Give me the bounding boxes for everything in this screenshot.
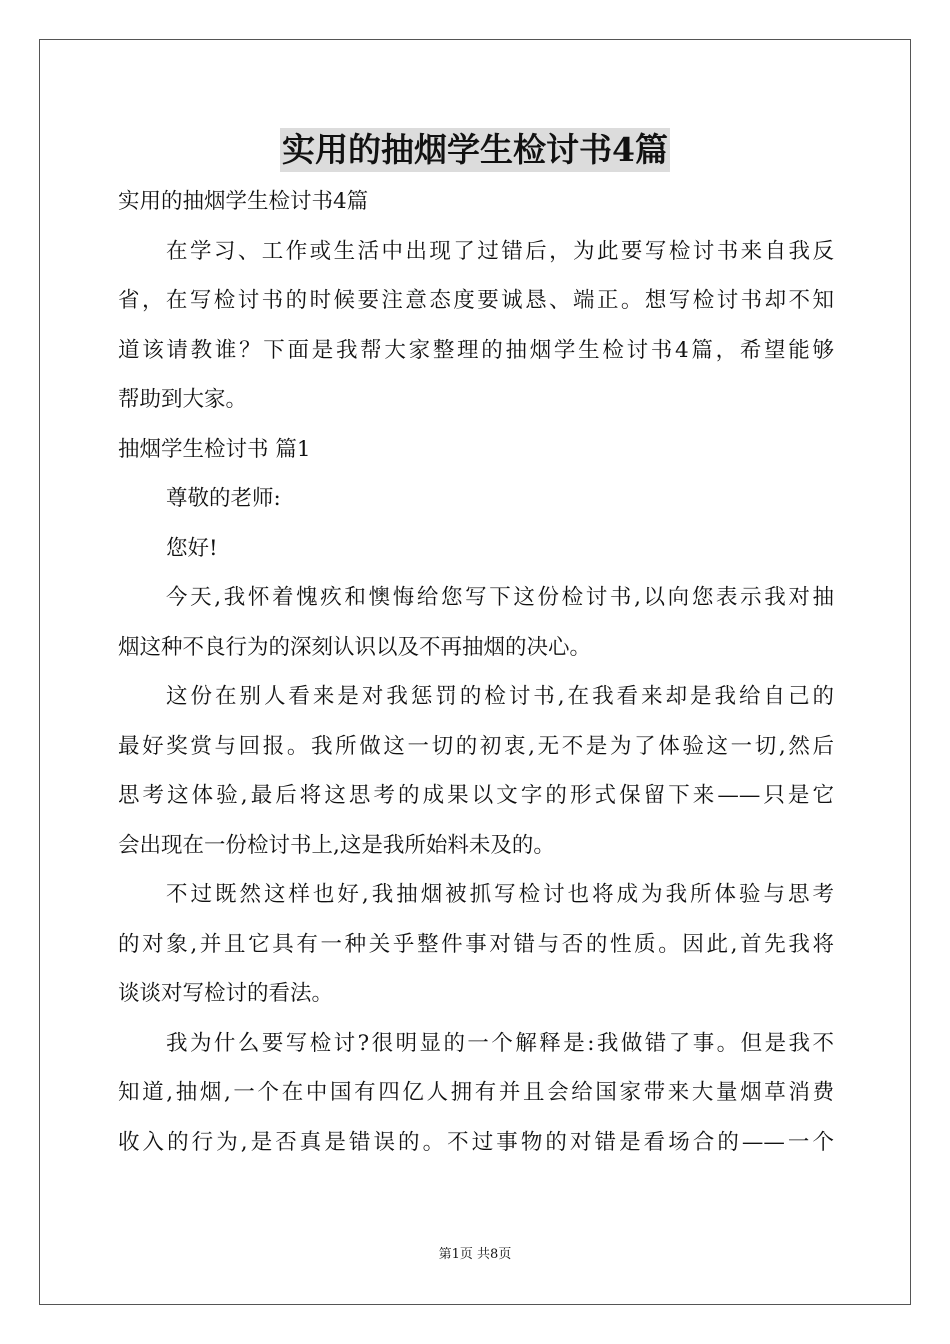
page-number: 第1页 共8页 xyxy=(438,1247,512,1262)
paragraph-line: 我为什么要写检讨?很明显的一个解释是:我做错了事。但是我不 xyxy=(166,1030,834,1056)
document-subtitle: 实用的抽烟学生检讨书4篇 xyxy=(118,189,369,214)
paragraph-line: 的对象,并且它具有一种关乎整件事对错与否的性质。因此,首先我将 xyxy=(118,931,834,957)
body-paragraph-4 xyxy=(118,1019,834,1168)
body-paragraph-3 xyxy=(118,870,834,1019)
paragraph-line: 谈谈对写检讨的看法。 xyxy=(118,981,334,1006)
body-paragraph-1 xyxy=(118,573,834,672)
greeting: 您好! xyxy=(166,535,218,561)
page-footer xyxy=(0,1246,950,1264)
paragraph-line: 最好奖赏与回报。我所做这一切的初衷,无不是为了体验这一切,然后 xyxy=(118,733,834,759)
intro-paragraph xyxy=(118,227,834,425)
paragraph-line: 收入的行为,是否真是错误的。不过事物的对错是看场合的——一个 xyxy=(118,1129,834,1155)
salutation: 尊敬的老师: xyxy=(166,486,281,511)
paragraph-line: 知道,抽烟,一个在中国有四亿人拥有并且会给国家带来大量烟草消费 xyxy=(118,1080,834,1105)
intro-line: 在学习、工作或生活中出现了过错后，为此要写检讨书来自我反 xyxy=(166,238,834,264)
section-heading: 抽烟学生检讨书 篇1 xyxy=(118,436,311,462)
document-title: 实用的抽烟学生检讨书4篇 xyxy=(280,128,670,172)
document-body xyxy=(118,177,834,1167)
intro-line: 帮助到大家。 xyxy=(118,387,248,412)
paragraph-line: 不过既然这样也好,我抽烟被抓写检讨也将成为我所体验与思考 xyxy=(166,882,834,907)
paragraph-line: 思考这体验,最后将这思考的成果以文字的形式保留下来——只是它 xyxy=(118,783,834,808)
paragraph-line: 会出现在一份检讨书上,这是我所始料未及的。 xyxy=(118,832,555,858)
paragraph-line: 今天,我怀着愧疚和懊悔给您写下这份检讨书,以向您表示我对抽 xyxy=(166,585,834,610)
intro-line: 省，在写检讨书的时候要注意态度要诚恳、端正。想写检讨书却不知 xyxy=(118,288,834,313)
body-paragraph-2 xyxy=(118,672,834,870)
title-wrap xyxy=(0,128,950,172)
paragraph-line: 烟这种不良行为的深刻认识以及不再抽烟的决心。 xyxy=(118,634,592,660)
paragraph-line: 这份在别人看来是对我惩罚的检讨书,在我看来却是我给自己的 xyxy=(166,684,834,709)
intro-line: 道该请教谁？下面是我帮大家整理的抽烟学生检讨书4篇，希望能够 xyxy=(118,337,834,363)
